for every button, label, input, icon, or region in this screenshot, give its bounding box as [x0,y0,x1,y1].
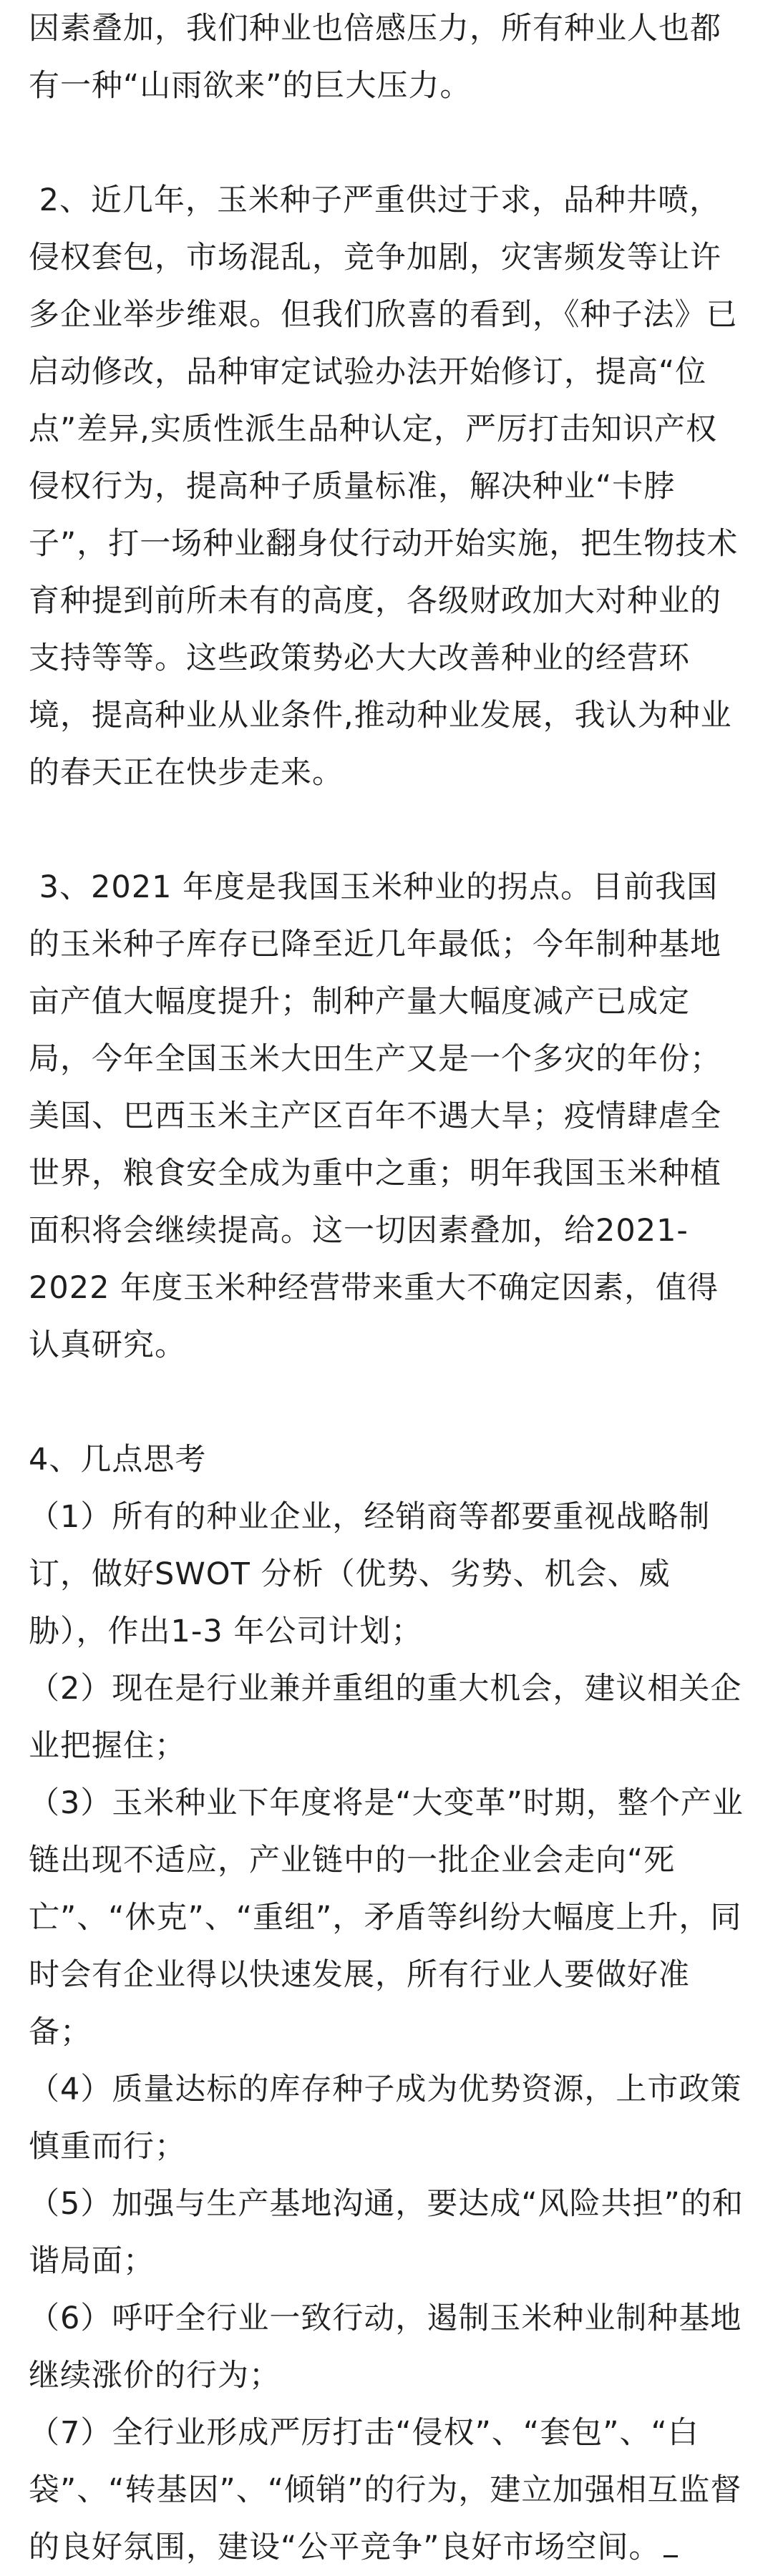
paragraph-gap [29,801,744,859]
point-7-wrapper [29,2404,744,2576]
article-body [29,0,744,2576]
intro-paragraph-tail: 因素叠加，我们种业也倍感压力，所有种业人也都有一种“山雨欲来”的巨大压力。 [29,11,721,104]
paragraph-gap [29,1374,744,1431]
point-6: （6）呼吁全行业一致行动，遏制玉米种业制种基地继续涨价的行为； [29,2301,742,2394]
point-3: （3）玉米种业下年度将是“大变革”时期，整个产业链出现不适应，产业链中的一批企业会走向“死亡”、“休克”、“重组”，矛盾等纠纷大幅度上升，同时会有企业得以快速发展，所有行业人要做好准备； [29,1785,744,2050]
point-1: （1）所有的种业企业，经销商等都要重视战略制订，做好SWOT 分析（优势、劣势、机会、威胁），作出1-3 年公司计划； [29,1499,711,1649]
point-7: （7）全行业形成严厉打击“侵权”、“套包”、“白袋”、“转基因”、“倾销”的行为，建立加强相互监督的良好氛围，建设“公平竞争”良好市场空间。 [29,2415,742,2565]
point-5: （5）加强与生产基地沟通，要达成“风险共担”的和谐局面； [29,2186,744,2279]
paragraph-gap [29,114,744,172]
section-3-paragraph: 3、2021 年度是我国玉米种业的拐点。目前我国的玉米种子库存已降至近几年最低；今年制种基地亩产值大幅度提升；制种产量大幅度减产已成定局，今年全国玉米大田生产又是一个多灾的年份；美国、巴西玉米主产区百年不遇大旱；疫情肆虐全世界，粮食安全成为重中之重；明年我国玉米种植面积将会继续提高。这一切因素叠加，给2021-2022 年度玉米种经营带来重大不确定因素，值得认真研究。 [29,869,721,1363]
section-4-title: 4、几点思考 [29,1442,207,1478]
point-2: （2）现在是行业兼并重组的重大机会，建议相关企业把握住； [29,1671,742,1764]
section-2-paragraph: 2、近几年，玉米种子严重供过于求，品种井喷，侵权套包，市场混乱，竞争加剧，灾害频发等让许多企业举步维艰。但我们欣喜的看到，《种子法》已启动修改，品种审定试验办法开始修订，提高“位点”差异,实质性派生品种认定，严厉打击知识产权侵权行为，提高种子质量标准，解决种业“卡脖子”，打一场种业翻身仗行动开始实施，把生物技术育种提到前所未有的高度，各级财政加大对种业的支持等等。这些政策势必大大改善种业的经营环境，提高种业从业条件,推动种业发展，我认为种业的春天正在快步走来。 [29,182,739,791]
text-cursor [663,2555,678,2557]
point-4: （4）质量达标的库存种子成为优势资源，上市政策慎重而行； [29,2072,742,2165]
